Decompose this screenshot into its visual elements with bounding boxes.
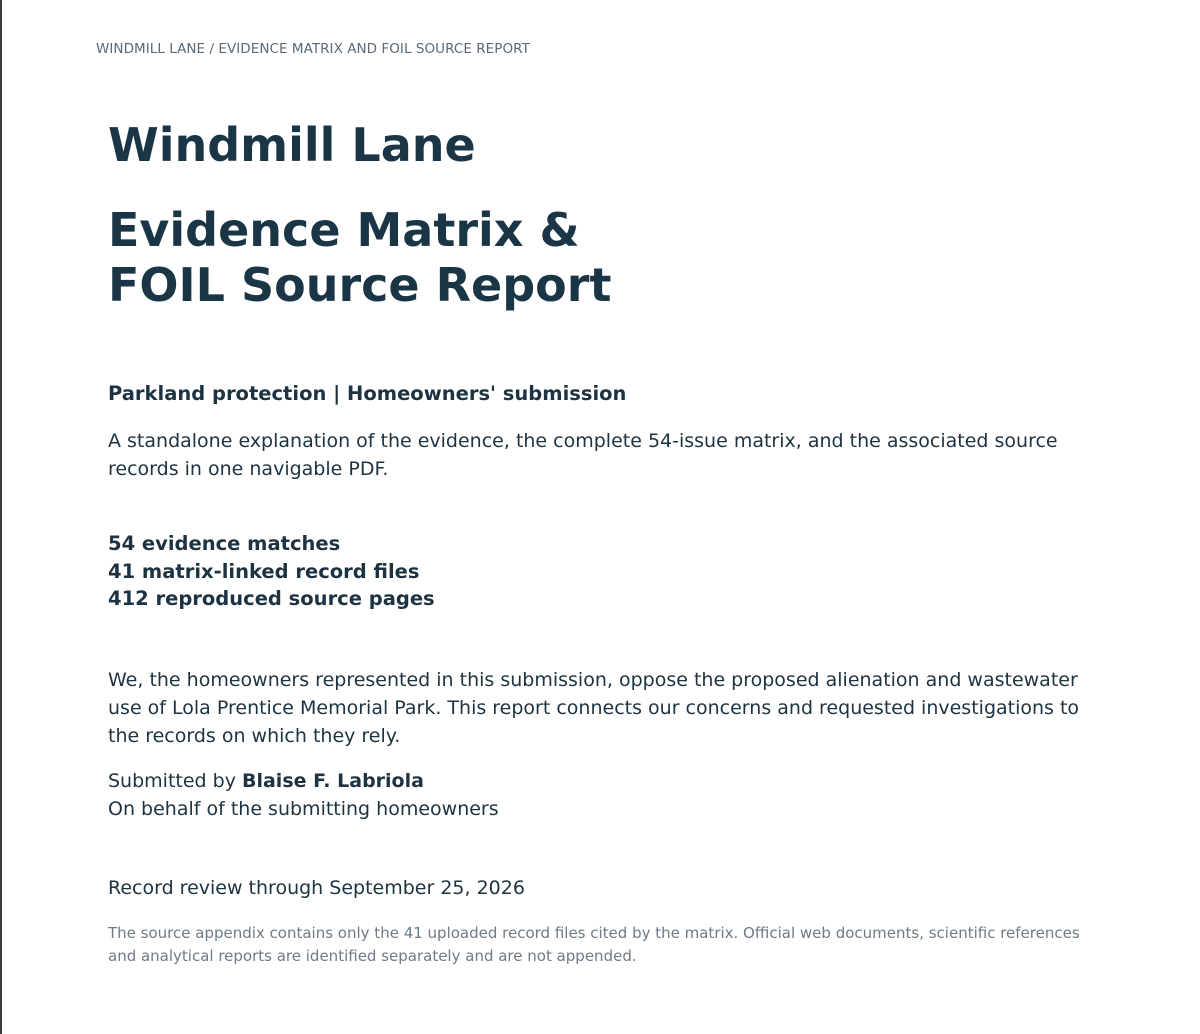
stats-list <box>108 530 435 613</box>
running-head: WINDMILL LANE / EVIDENCE MATRIX AND FOIL SOURCE REPORT <box>96 41 530 57</box>
stat-evidence-matches: 54 evidence matches <box>108 532 341 555</box>
stat-source-pages: 412 reproduced source pages <box>108 587 435 610</box>
submitter-name: Blaise F. Labriola <box>241 770 424 792</box>
document-title-line2: Evidence Matrix & <box>108 203 580 257</box>
document-title <box>108 203 611 313</box>
homeowners-statement: We, the homeowners represented in this submission, oppose the proposed alienation and wastewater use of Lola Prentice Memorial Park. This report connects our concerns and requested investigations to the records on which they rely. <box>108 669 1080 747</box>
submitted-by-line <box>108 768 499 796</box>
record-review-date: Record review through September 25, 2026 <box>108 877 525 899</box>
intro-paragraph: A standalone explanation of the evidence, the complete 54-issue matrix, and the associated source records in one navigable PDF. <box>108 430 1058 480</box>
document-title-line1: Windmill Lane <box>108 118 476 172</box>
submitted-by-label: Submitted by <box>108 770 242 792</box>
stat-record-files: 41 matrix-linked record files <box>108 559 420 583</box>
document-title-line3: FOIL Source Report <box>108 258 612 312</box>
appendix-note: The source appendix contains only the 41 uploaded record files cited by the matrix. Official web documents, scientific references and analytical reports are identified separately and are not appended. <box>108 924 1080 965</box>
page-edge-rule <box>0 0 2 1034</box>
subtitle: Parkland protection | Homeowners' submission <box>108 382 627 405</box>
on-behalf-line: On behalf of the submitting homeowners <box>108 797 499 820</box>
submission-block <box>108 768 499 823</box>
